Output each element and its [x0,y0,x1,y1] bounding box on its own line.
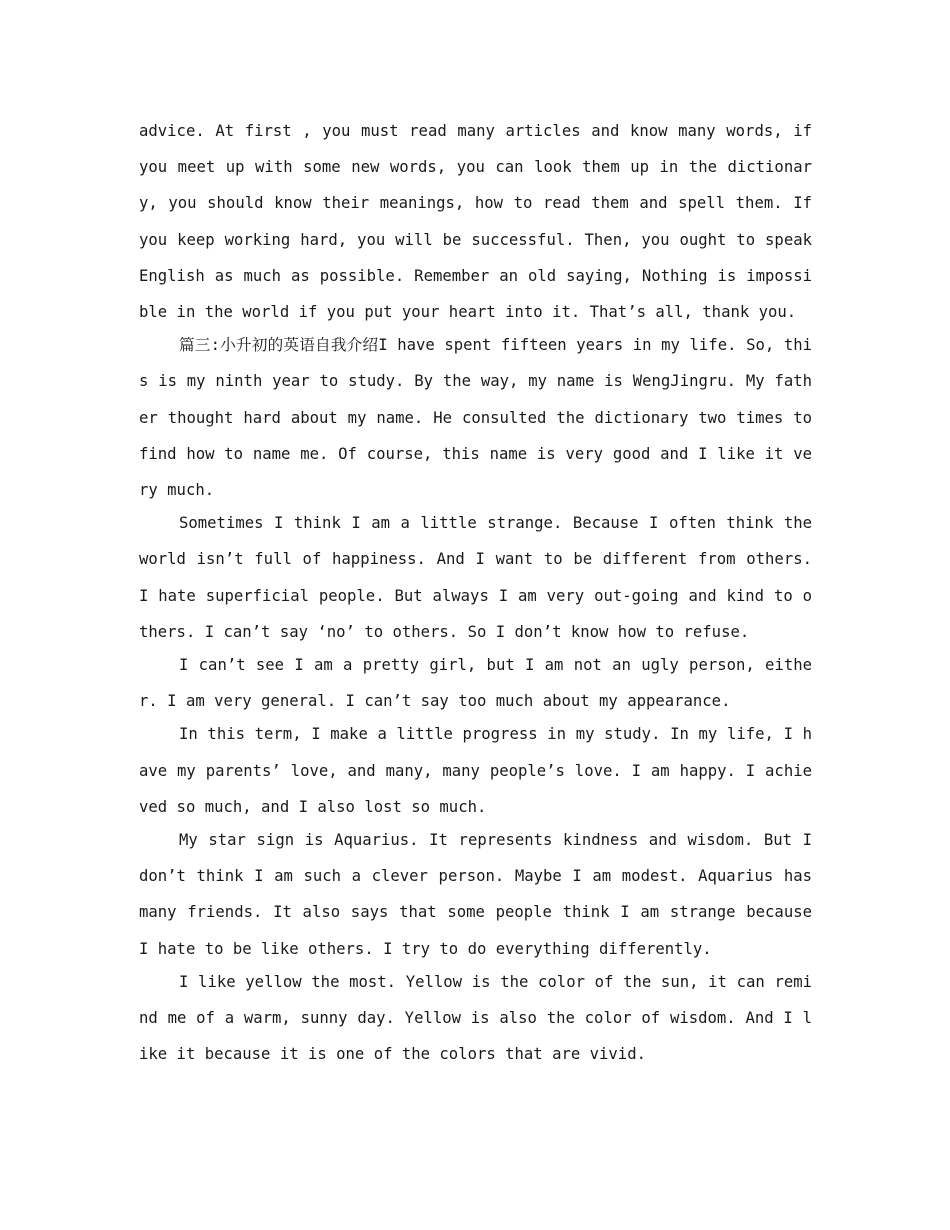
paragraph-advice: advice. At first , you must read many articles and know many words, if you meet up with some new words, you can look them up in the dictionary, you should know their meanings, how to read them and spell them. If you keep working hard, you will be successful. Then, you ought to speak English as much as possible. Remember an old saying, Nothing is impossible in the world if you put your heart into it. That’s all, thank you. [139,122,812,322]
paragraph-yellow: I like yellow the most. Yellow is the color of the sun, it can remind me of a warm, sunny day. Yellow is also the color of wisdom. And I like it because it is one of the colors that are vivid. [139,972,812,1064]
paragraph-intro: 篇三:小升初的英语自我介绍I have spent fifteen years in my life. So, this is my ninth year to study. By the way, my name is WengJingru. My father thought hard about my name. He consulted the dictionary two times to find how to name me. Of course, this name is very good and I like it very much. [139,336,812,500]
document-page [139,113,812,1072]
paragraph-star-sign: My star sign is Aquarius. It represents kindness and wisdom. But I don’t think I am such a clever person. Maybe I am modest. Aquarius has many friends. It also says that some people think I am strange because I hate to be like others. I try to do everything differently. [139,831,812,958]
paragraph-progress: In this term, I make a little progress in my study. In my life, I have my parents’ love, and many, many people’s love. I am happy. I achieved so much, and I also lost so much. [139,725,812,816]
paragraph-strange: Sometimes I think I am a little strange. Because I often think the world isn’t full of happiness. And I want to be different from others. I hate superficial people. But always I am very out-going and kind to others. I can’t say ‘no’ to others. So I don’t know how to refuse. [139,514,812,641]
paragraph-appearance: I can’t see I am a pretty girl, but I am not an ugly person, either. I am very general. I can’t say too much about my appearance. [139,656,812,711]
